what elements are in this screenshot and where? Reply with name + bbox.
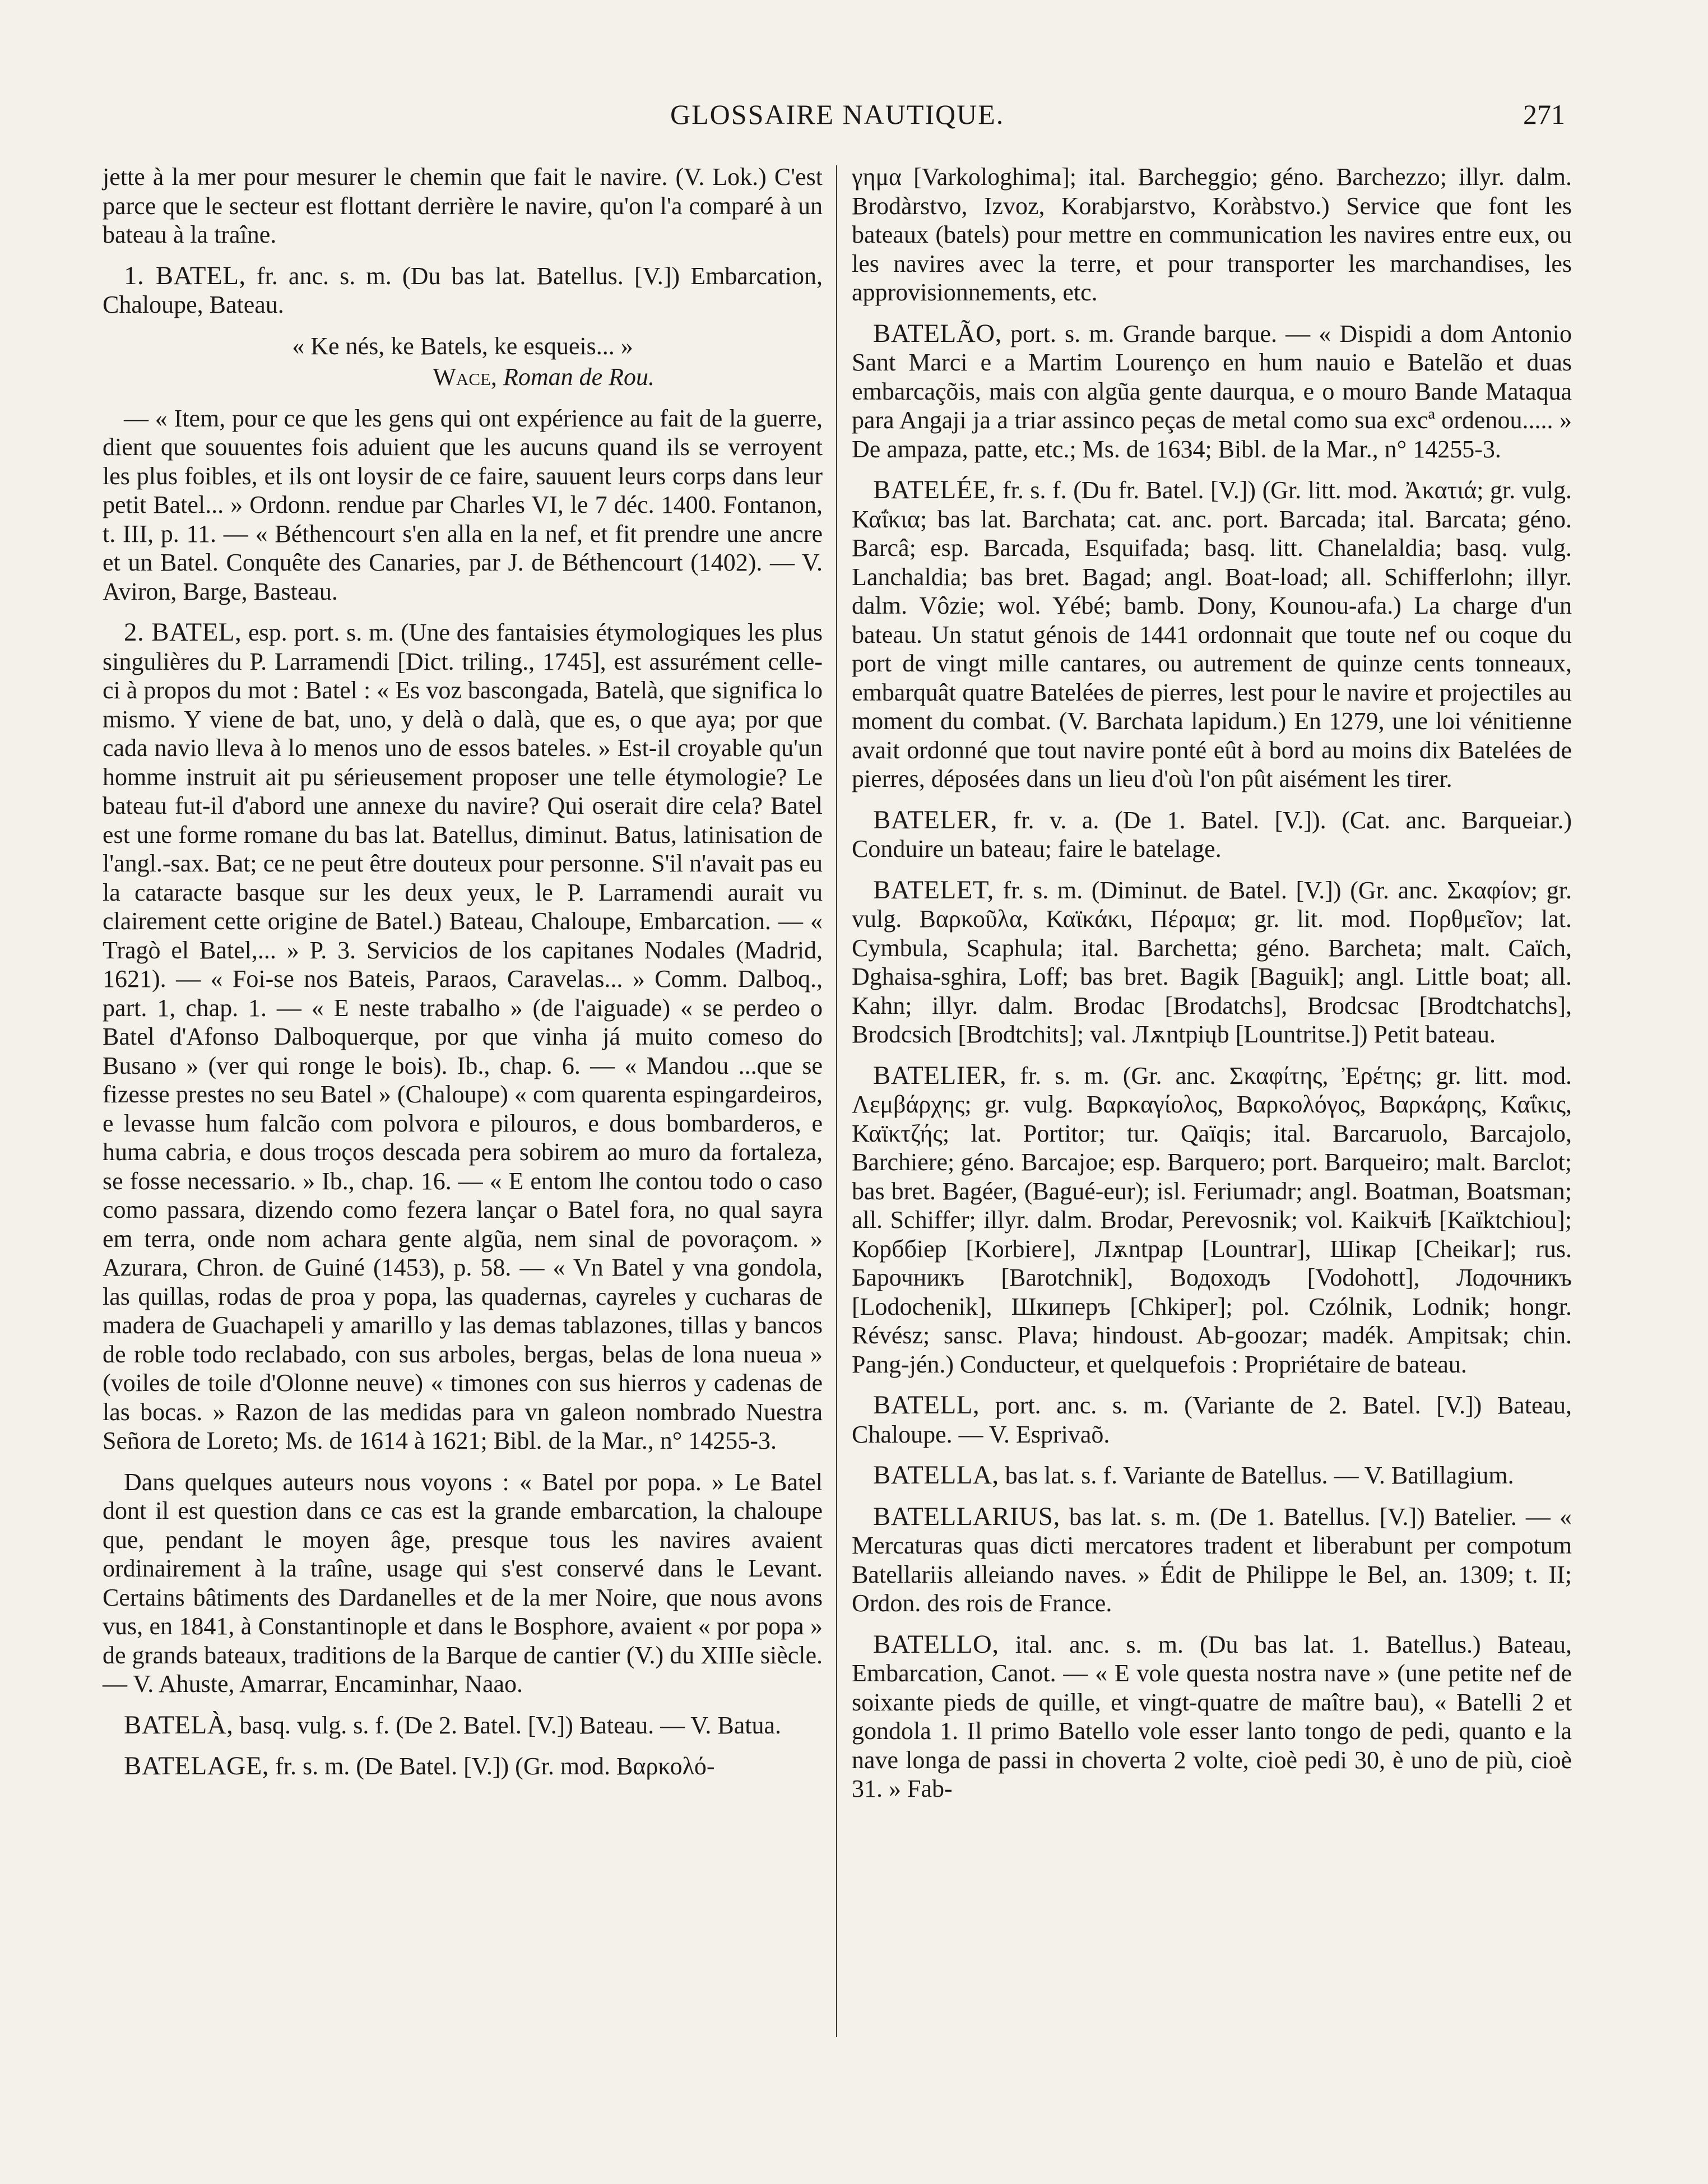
- headword: BATELÃO,: [873, 318, 1002, 348]
- quote-author: Wace,: [433, 363, 497, 391]
- quote-work: Roman de Rou.: [503, 363, 655, 391]
- entry-text: fr. anc. s. m. (Du bas lat. Batellus. [V.]) Embarcation, Chaloupe, Bateau.: [103, 262, 823, 318]
- entry-text: port. anc. s. m. (Variante de 2. Batel. [V.]) Bateau, Chaloupe. — V. Esprivaõ.: [852, 1392, 1572, 1448]
- entry-batelet: [852, 876, 1572, 1049]
- entry-batela: [103, 1711, 823, 1740]
- entry-text: fr. s. f. (Du fr. Batel. [V.]) (Gr. litt. mod. Ἀκατιά; gr. vulg. Καΐκια; bas lat. Barchata; cat. anc. port. Barcada; ital. Barcata; géno. Barcâ; esp. Barcada, Esquifada; basq. litt. Chanelaldia; basq. vulg. Lanchaldia; bas bret. Bagad; angl. Boat-load; all. Schifferlohn; illyr. dalm. Vôzie; wol. Yébé; bamb. Dony, Kounou-afa.) La charge d'un bateau. Un statut génois de 1441 ordonnait que toute nef ou coque du port de vingt mille cantares, ou autrement de quinze cents tonneaux, embarquât quatre Batelées de pierres, lest pour le navire et projectiles au moment du combat. (V. Barchata lapidum.) En 1279, une loi vénitienne avait ordonné que tout navire ponté eût à bord au moins dix Batelées de pierres, déposées dans un lieu d'où l'on pût aisément les tirer.: [852, 476, 1572, 792]
- entry-batell: [852, 1391, 1572, 1449]
- right-column: [852, 163, 1572, 1816]
- entry-text: bas lat. s. f. Variante de Batellus. — V. Batillagium.: [1005, 1462, 1514, 1489]
- entry-continuation: jette à la mer pour mesurer le chemin que fait le navire. (V. Lok.) C'est parce que le secteur est flottant derrière le navire, qu'on l'a comparé à un bateau à la traîne.: [103, 163, 823, 248]
- entry-batelage: [103, 1752, 823, 1781]
- entry-continuation: γημα [Varkologhima]; ital. Barcheggio; géno. Barchezzo; illyr. dalm. Brodàrstvo, Izvoz, Korabjarstvo, Koràbstvo.) Service que font les bateaux (batels) pour mettre en communication les navires entre eux, ou les navires avec la terre, et pour transporter les marchandises, les approvisionnements, etc.: [852, 163, 1572, 306]
- headword: 1. BATEL,: [124, 261, 246, 290]
- entry-batelao: [852, 319, 1572, 464]
- entry-text: fr. s. m. (De Batel. [V.]) (Gr. mod. Βαρκολό-: [275, 1752, 715, 1780]
- entry-batelee: [852, 476, 1572, 794]
- entry-text: fr. s. m. (Gr. anc. Σκαφίτης, Ἐρέτης; gr. litt. mod. Λεμβάρχης; gr. vulg. Βαρκαγίολος, Βαρκολόγος, Βαρκάρης, Καΐκις, Καϊκτζής; lat. Portitor; tur. Qaïqis; ital. Barcaruolo, Barcajolo, Barchiere; géno. Barcajoe; esp. Barquero; port. Barqueiro; malt. Barclot; bas bret. Bagéer, (Bagué-eur); isl. Feriumadr; angl. Boatman, Boatsman; all. Schiffer; illyr. dalm. Brodar, Perevosnik; vol. Kaikчiѣ [Kaïktchiou]; Корббіер [Korbiere], Лѫntpap [Lountrar], Шікар [Cheikar]; rus. Барочникъ [Barotchnik], Водоходъ [Vodohott], Лодочникъ [Lodochenik], Шкиперъ [Chkiper]; pol. Czólnik, Lodnik; hongr. Révész; sansc. Plava; hindoust. Ab-goozar; madék. Ampitsak; chin. Pang-jén.) Conducteur, et quelquefois : Propriétaire de bateau.: [852, 1061, 1572, 1378]
- headword: BATELET,: [873, 875, 994, 905]
- entry-batel-2: [103, 618, 823, 1455]
- entry-paragraph: — « Item, pour ce que les gens qui ont expérience au fait de la guerre, dient que souuentes fois aduient que les aucuns quand ils se verroyent les plus foibles, et ils ont loysir de ce faire, sauuent leurs corps dans leur petit Batel... » Ordonn. rendue par Charles VI, le 7 déc. 1400. Fontanon, t. III, p. 11. — « Béthencourt s'en alla en la nef, et fit prendre une ancre et un Batel. Conquête des Canaries, par J. de Béthencourt (1402). — V. Aviron, Barge, Basteau.: [103, 404, 823, 605]
- headword: BATELÉE,: [873, 475, 996, 504]
- headword: BATELL,: [873, 1390, 980, 1420]
- entry-batel-1: [103, 262, 823, 319]
- headword: BATELER,: [873, 805, 998, 834]
- entry-paragraph: Dans quelques auteurs nous voyons : « Batel por popa. » Le Batel dont il est question dans ce cas est la grande embarcation, la chaloupe que, pendant le moyen âge, presque tous les navires avaient ordinairement à la traîne, usage qui s'est conservé dans le Levant. Certains bâtiments des Dardanelles et de la mer Noire, que nous avons vus, en 1841, à Constantinople et dans le Bosphore, avaient « por popa » de grands bateaux, traditions de la Barque de cantier (V.) du XIIIe siècle. — V. Ahuste, Amarrar, Encaminhar, Naao.: [103, 1468, 823, 1698]
- page-number: 271: [1523, 99, 1565, 130]
- entry-text: fr. s. m. (Diminut. de Batel. [V.]) (Gr. anc. Σκαφίον; gr. vulg. Βαρκοῦλα, Καϊκάκι, Πέραμα; gr. lit. mod. Πορθμεῖον; lat. Cymbula, Scaphula; ital. Barchetta; géno. Barcheta; malt. Caïch, Dghaisa-sghira, Loff; bas bret. Bagik [Baguik]; angl. Little boat; all. Kahn; illyr. dalm. Brodac [Brodatchs], Brodcsac [Brodtchatchs], Brodcsich [Brodtchits]; val. Лѫntpiųb [Lountritse.]) Petit bateau.: [852, 876, 1572, 1048]
- verse-quote: « Ke nés, ke Batels, ke esqueis... »: [292, 332, 633, 360]
- entry-text: esp. port. s. m. (Une des fantaisies étymologiques les plus singulières du P. Larramendi [Dict. triling., 1745], est assurément celle-ci à propos du mot : Batel : « Es voz bascongada, Batelà, que significa lo mismo. Y viene de bat, uno, y delà o dalà, que es, o que aya; por que cada navio lleva à lo menos uno de essos bateles. » Est-il croyable qu'un homme instruit ait pu sérieusement proposer une telle étymologie? Le bateau fut-il d'abord une annexe du navire? Qui oserait dire cela? Batel est une forme romane du bas lat. Batellus, diminut. Batus, latinisation de l'angl.-sax. Bat; ce ne peut être douteux pour personne. S'il n'avait pas eu la cataracte basque sur les deux yeux, le P. Larramendi aurait vu clairement cette origine de Batel.) Bateau, Chaloupe, Embarcation. — « Tragò el Batel,... » P. 3. Servicios de los capitanes Nodales (Madrid, 1621). — « Foi-se nos Bateis, Paraos, Caravelas... » Comm. Dalboq., part. 1, chap. 1. — « E neste trabalho » (de l'aiguade) « se perdeo o Batel d'Afonso Dalboquerque, por que vinha já muito comeso do Busano » (ver qui ronge le bois). Ib., chap. 6. — « Mandou ...que se fizesse prestes no seu Batel » (Chaloupe) « com quarenta espingardeiros, e levasse hum falcão com polvora e pilouros, e dous bombarderos, e huma cabria, e dous troços descada pera sobirem ao muro da fortaleza, se fosse necessario. » Ib., chap. 16. — « E entom lhe contou todo o caso como passara, dizendo como fezera lançar o Batel fora, no qual sayra em terra, onde nom achara gente algũa, nem sinal de povoraçom. » Azurara, Chron. de Guiné (1453), p. 58. — « Vn Batel y vna gondola, las quillas, rodas de proa y popa, las quadernas, cayreles y cucharas de madera de Guachapeli y amarillo y las demas tablazones, tillas y bancos de roble todo reclabado, con sus arboles, bergas, belas de lona nueua » (voiles de toile d'Olonne neuve) « timones con sus hierros y cadenas de las bocas. » Razon de las medidas para vn galeon nombrado Nuestra Señora de Loreto; Ms. de 1614 à 1621; Bibl. de la Mar., n° 14255-3.: [103, 619, 823, 1454]
- entry-text: basq. vulg. s. f. (De 2. Batel. [V.]) Bateau. — V. Batua.: [239, 1711, 782, 1739]
- entry-text: bas lat. s. m. (De 1. Batellus. [V.]) Batelier. — « Mercaturas quas dicti mercatores tradent et liberabunt per compotum Batellariis alleiando naves. » Édit de Philippe le Bel, an. 1309; t. II; Ordon. des rois de France.: [852, 1503, 1572, 1617]
- entry-text: ital. anc. s. m. (Du bas lat. 1. Batellus.) Bateau, Embarcation, Canot. — « E vole questa nostra nave » (une petite nef de soixante pieds de quille, et vingt-quatre de maître bau), « Batelli 2 et gondola 1. Il primo Batello vole esser lanto tongo de pedi, quanto e la nave longa de passi in choverta 2 volte, cioè pedi 30, è uno de più, cioè 31. » Fab-: [852, 1630, 1572, 1802]
- entry-batello: [852, 1630, 1572, 1803]
- quote-citation: [103, 363, 823, 392]
- running-head: GLOSSAIRE NAUTIQUE.: [670, 99, 1005, 130]
- entry-bateler: [852, 806, 1572, 864]
- headword: BATELLA,: [873, 1460, 999, 1490]
- headword: BATELÀ,: [124, 1710, 234, 1740]
- entry-batellarius: [852, 1503, 1572, 1618]
- entry-batella: [852, 1461, 1572, 1490]
- headword: BATELLARIUS,: [873, 1501, 1060, 1531]
- entry-text: port. s. m. Grande barque. — « Dispidi a dom Antonio Sant Marci e a Martim Lourenço en hum nauio e Batelão et duas embarcaçõis, mais con algũa gente daurqua, e o mouro Bande Mataqua para Angaji ja a triar assinco peças de metal como sua excª ordenou..... » De ampaza, patte, etc.; Ms. de 1634; Bibl. de la Mar., n° 14255-3.: [852, 319, 1572, 463]
- headword: BATELLO,: [873, 1629, 999, 1659]
- entry-text: fr. v. a. (De 1. Batel. [V.]). (Cat. anc. Barqueiar.) Conduire un bateau; faire le batelage.: [852, 806, 1572, 863]
- entry-batelier: [852, 1061, 1572, 1379]
- headword: 2. BATEL,: [124, 618, 242, 647]
- left-column: [103, 163, 823, 1793]
- headword: BATELIER,: [873, 1060, 1007, 1090]
- headword: BATELAGE,: [124, 1751, 270, 1780]
- column-divider: [836, 165, 837, 2037]
